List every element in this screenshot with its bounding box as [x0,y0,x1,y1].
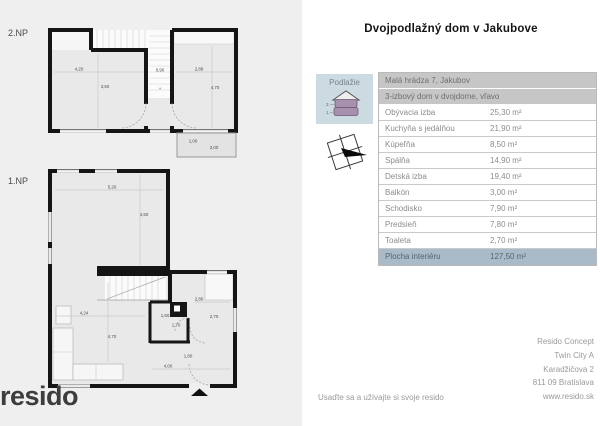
room-name: Obývacia izba [385,108,436,117]
room-name: Schodisko [385,204,422,213]
house-level-1-label: 1. [325,110,330,115]
room-area: 7,90 m² [490,204,518,213]
room-name: Predsieň [385,220,417,229]
balcony [177,133,236,157]
total-area: 127,50 m² [490,252,527,261]
dim-hall-w: 2,80 [194,296,204,302]
dim-corridor: 0,90 [155,67,165,73]
room-detska [172,30,236,131]
dim-kitchen-h: 4,70 [107,334,117,339]
room-area: 25,30 m² [490,108,522,117]
address-block [533,335,594,404]
room-name: Detská izba [385,172,427,181]
website-url: www.resido.sk [542,392,594,402]
stairwell-void [93,30,148,50]
house-level-2-label: 2. [325,102,330,107]
total-label: Plocha interiéru [385,252,441,261]
address-line: Karadžičova 2 [543,364,594,374]
table-row [379,169,596,185]
room-area: 14,90 m² [490,156,522,165]
floor-legend-label: Podlažie [329,78,360,87]
dim-balcony-w: 3,00 [209,145,219,150]
compass-icon [320,126,372,176]
table-row [379,121,596,137]
room-name: Balkón [385,188,410,197]
dim-kitchen-w: 4,24 [79,310,89,316]
room-name: Kúpeľňa [385,140,415,149]
table-row [379,185,596,201]
table-row [379,153,596,169]
level-marker: + [158,86,162,91]
entrance-arrow [191,389,208,397]
dim-right-h: 4,70 [210,85,220,90]
address-line: Resido Concept [537,337,594,346]
room-area: 8,50 m² [490,140,518,149]
thick-wall [97,266,168,276]
floor-label-2np: 2.NP [8,28,29,38]
room-area: 7,80 m² [490,220,518,229]
address-line: 811 09 Bratislava [532,378,594,388]
room-name: Spálňa [385,156,410,165]
dim-wc-h: 1,70 [171,322,181,328]
wardrobe [174,31,234,44]
dim-living-h: 4,50 [139,212,149,217]
dim-right-w: 2,88 [194,66,204,72]
house-levels-icon [323,88,367,120]
table-row [379,217,596,233]
chimney-flue [174,306,180,312]
dim-hall-h: 2,70 [209,314,219,319]
dim-balcony-d: 1,00 [188,138,198,144]
room-area: 3,00 m² [490,188,518,197]
dim-entry-w: 4,00 [163,363,173,369]
table-row [379,105,596,121]
table-row [379,201,596,217]
table-header-type: 3-izbový dom v dvojdome, vľavo [379,89,596,105]
room-name: Toaleta [385,236,411,245]
table-row [379,137,596,153]
house-level-2 [335,100,357,108]
dim-left-w: 4,20 [74,66,84,72]
house-level-1 [334,108,358,116]
room-name: Kuchyňa s jedálňou [385,124,455,133]
address-line: Twin City A [554,350,594,360]
room-area: 2,70 m² [490,236,518,245]
vestibule-closet [205,274,233,300]
area-table [378,72,597,266]
table-total-row [379,249,596,265]
entrance-opening [189,383,210,389]
dim-wc-w: 1,60 [160,313,170,318]
info-panel [302,0,600,426]
dim-living-w: 5,20 [107,184,117,190]
resido-logo: resido [0,381,79,411]
dim-left-h: 3,60 [100,84,110,89]
table-header-address: Malá hrádza 7, Jakubov [379,73,596,89]
dim-entry-d: 1,80 [183,353,193,359]
room-area: 21,90 m² [490,124,522,133]
floor-label-1np: 1.NP [8,176,29,186]
room-nook [50,30,93,50]
tagline: Usaďte sa a užívajte si svoje resido [318,393,444,402]
floor-legend [316,74,373,124]
page-title: Dvojpodlažný dom v Jakubove [364,23,538,35]
room-area: 19,40 m² [490,172,522,181]
table-row [379,233,596,249]
